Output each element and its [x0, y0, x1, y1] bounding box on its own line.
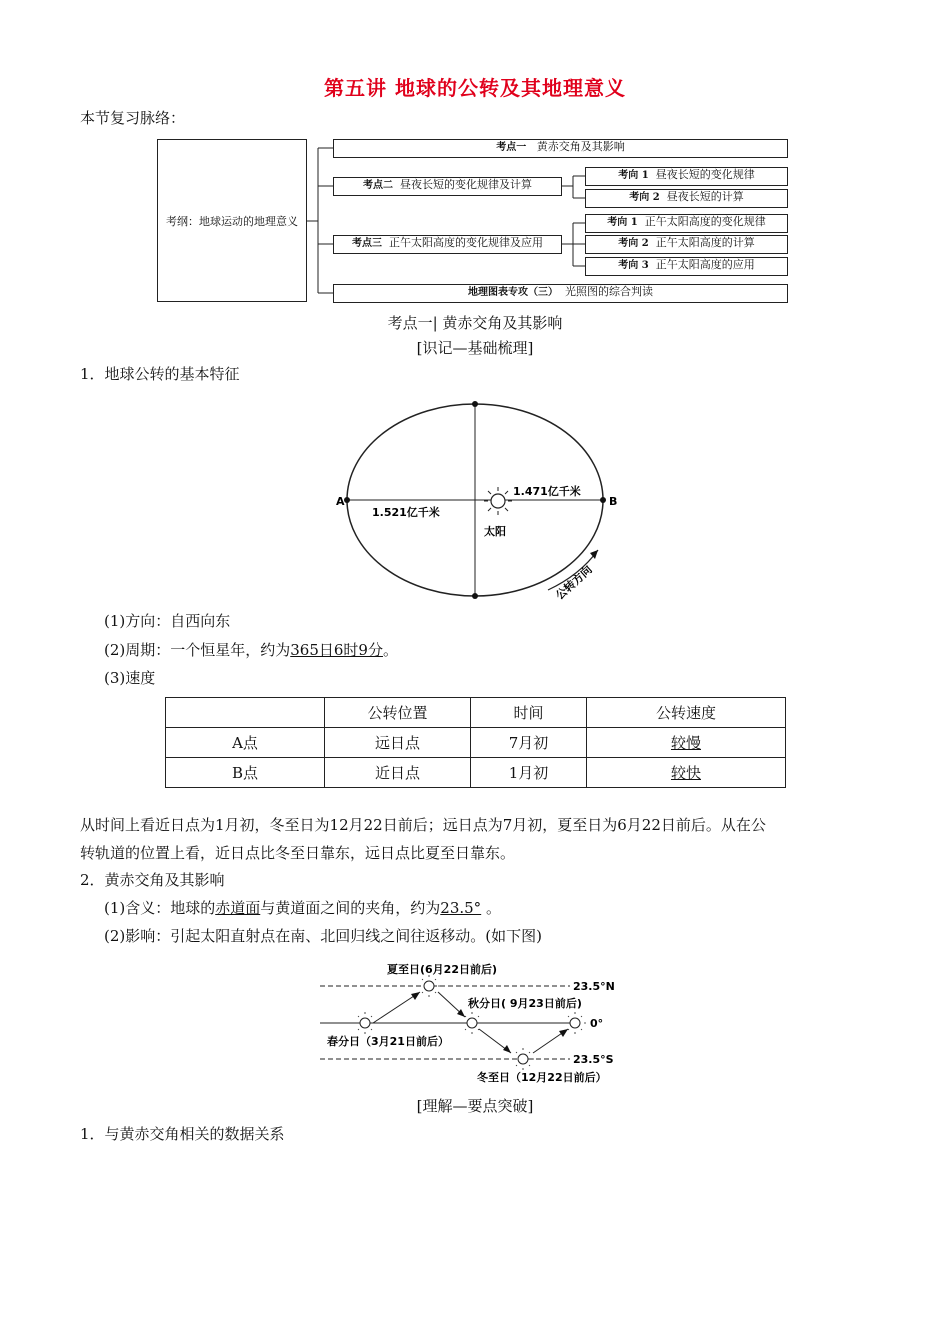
table-cell: 1月初 — [471, 758, 587, 788]
p-period-value: 365日6时9分 — [290, 641, 383, 659]
k3-sub3-tag: 考向 3 — [618, 260, 649, 271]
mindmap-k3 — [333, 235, 562, 254]
k2-sub1-tag: 考向 1 — [618, 170, 649, 181]
k2-sub2-tag: 考向 2 — [629, 192, 660, 203]
k2-sub2-text: 昼夜长短的计算 — [666, 190, 744, 203]
lat-south-label: 23.5°S — [573, 1053, 614, 1066]
section1-heading: 考点一| 黄赤交角及其影响 — [387, 314, 563, 332]
orbit-dist-b: 1.471亿千米 — [513, 485, 581, 498]
mindmap-k1 — [333, 139, 788, 158]
outline-label: 本节复习脉络： — [80, 109, 186, 127]
table-header-cell: 公转位置 — [325, 698, 471, 728]
k3-text: 正午太阳高度的变化规律及应用 — [389, 236, 543, 249]
sun-icon — [484, 487, 512, 515]
para1-line2: 转轨道的位置上看，近日点比冬至日靠东，远日点比夏至日靠东。 — [80, 844, 516, 862]
solar-migration-diagram — [315, 955, 635, 1090]
section1-subheading: [识记—基础梳理] — [416, 339, 534, 357]
p-meaning-underline2: 23.5° — [440, 899, 482, 917]
k3-sub1-tag: 考向 1 — [607, 217, 638, 228]
p-meaning-prefix: (1)含义：地球的 — [104, 899, 216, 917]
section2-subheading: [理解—要点突破] — [416, 1097, 534, 1115]
p-meaning-mid: 与黄道面之间的夹角，约为 — [260, 899, 441, 917]
mindmap-k2 — [333, 177, 562, 196]
table-row — [166, 728, 786, 758]
table-cell: 较慢 — [587, 728, 786, 758]
mindmap-k3-sub1 — [585, 214, 788, 233]
table-header-cell: 公转速度 — [587, 698, 786, 728]
item3-title: 1．与黄赤交角相关的数据关系 — [80, 1125, 285, 1143]
k2-sub1-text: 昼夜长短的变化规律 — [655, 168, 755, 181]
table-header-row — [166, 698, 786, 728]
table-header-cell: 时间 — [471, 698, 587, 728]
special-tag: 地理图表专攻（三） — [468, 287, 558, 298]
mindmap-root — [157, 139, 307, 302]
k1-text: 黄赤交角及其影响 — [536, 140, 625, 153]
mindmap-k3-sub3 — [585, 257, 788, 276]
speed-table — [165, 697, 786, 788]
table-cell: 7月初 — [471, 728, 587, 758]
orbit-label-b: B — [609, 495, 618, 508]
lat-equator-label: 0° — [590, 1017, 604, 1030]
autumn-equinox-label: 秋分日( 9月23日前后) — [468, 997, 582, 1010]
summer-solstice-label: 夏至日(6月22日前后) — [387, 963, 498, 976]
k3-sub3-text: 正午太阳高度的应用 — [655, 258, 755, 271]
mindmap-root-label: 考纲：地球运动的地理意义 — [166, 215, 298, 228]
orbit-dist-a: 1.521亿千米 — [372, 506, 440, 519]
spring-equinox-label: 春分日（3月21日前后） — [327, 1035, 449, 1048]
item2-title: 2．黄赤交角及其影响 — [80, 871, 225, 889]
p-period-suffix: 。 — [382, 641, 398, 659]
k3-sub2-tag: 考向 2 — [618, 238, 649, 249]
p-effect: (2)影响：引起太阳直射点在南、北回归线之间往返移动。(如下图) — [104, 927, 542, 945]
table-cell: 较快 — [587, 758, 786, 788]
mindmap-k2-sub1 — [585, 167, 788, 186]
orbit-label-a: A — [336, 495, 345, 508]
k2-tag: 考点二 — [363, 180, 393, 191]
mindmap-k3-sub2 — [585, 235, 788, 254]
orbit-sun-label: 太阳 — [484, 525, 506, 538]
k1-tag: 考点一 — [496, 142, 527, 153]
p-period — [104, 640, 398, 660]
p-speed: (3)速度 — [104, 669, 156, 687]
lat-north-label: 23.5°N — [573, 980, 615, 993]
k2-text: 昼夜长短的变化规律及计算 — [400, 178, 532, 191]
p-meaning-suffix: 。 — [485, 899, 501, 917]
page-title: 第五讲 地球的公转及其地理意义 — [324, 76, 626, 100]
table-cell: A点 — [166, 728, 325, 758]
table-row — [166, 758, 786, 788]
mindmap-special — [333, 284, 788, 303]
k3-sub1-text: 正午太阳高度的变化规律 — [644, 215, 766, 228]
mindmap-k2-sub2 — [585, 189, 788, 208]
p-direction: (1)方向：自西向东 — [104, 612, 231, 630]
table-cell: B点 — [166, 758, 325, 788]
k3-sub2-text: 正午太阳高度的计算 — [655, 236, 755, 249]
para1-line1: 从时间上看近日点为1月初，冬至日为12月22日前后；远日点为7月初，夏至日为6月22日前后。从在公 — [80, 816, 766, 834]
mindmap-connectors — [0, 0, 950, 320]
table-header-cell — [166, 698, 325, 728]
table-cell: 远日点 — [325, 728, 471, 758]
k3-tag: 考点三 — [352, 238, 382, 249]
orbit-direction-label: 公转方向 — [553, 563, 595, 603]
p-meaning-underline1: 赤道面 — [215, 899, 261, 917]
table-cell: 近日点 — [325, 758, 471, 788]
item1-title: 1．地球公转的基本特征 — [80, 365, 240, 383]
winter-solstice-label: 冬至日（12月22日前后） — [477, 1071, 607, 1084]
p-meaning — [104, 898, 501, 918]
orbit-diagram — [330, 395, 630, 610]
special-text: 光照图的综合判读 — [565, 285, 653, 298]
p-period-prefix: (2)周期：一个恒星年，约为 — [104, 641, 291, 659]
